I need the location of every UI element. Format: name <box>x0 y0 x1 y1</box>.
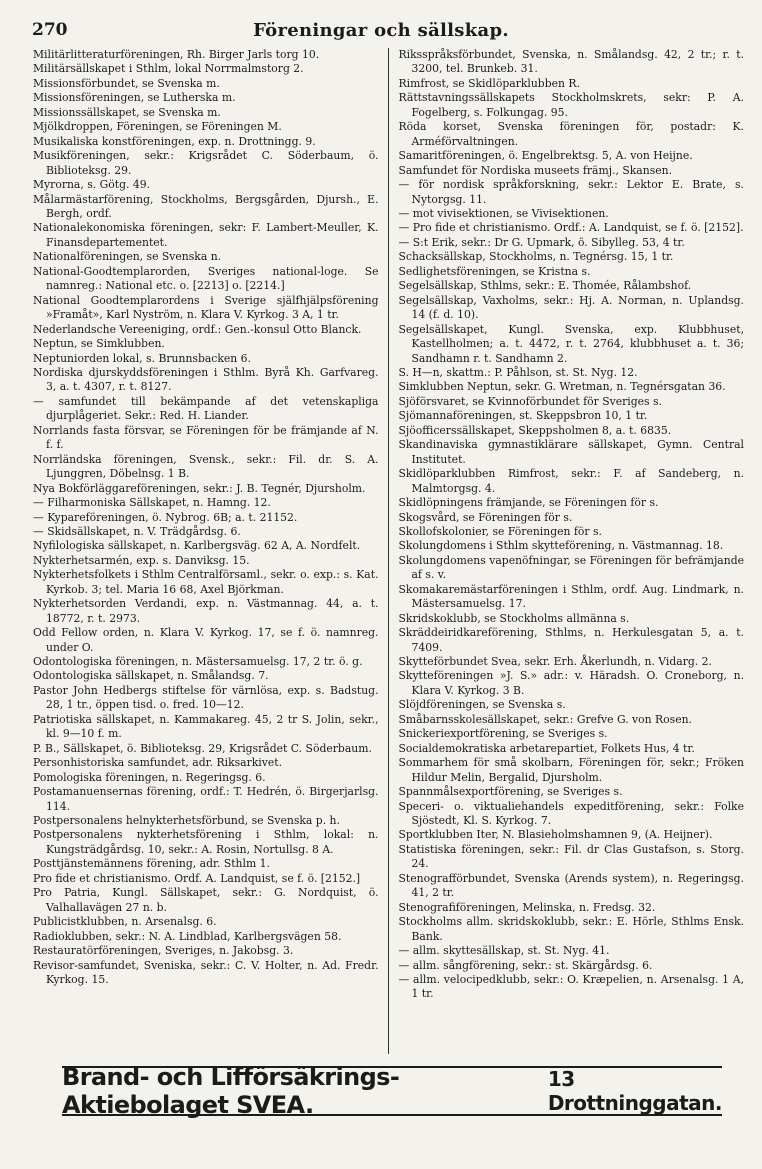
directory-entry: Snickeriexportförening, se Sveriges s. <box>398 727 608 741</box>
directory-entry: — allm. sångförening, sekr.: st. Skärgårdsg. 6. <box>398 958 653 972</box>
directory-entry: Radioklubben, sekr.: N. A. Lindblad, Karlbergsvägen 58. <box>33 929 342 943</box>
directory-entry: Pastor John Hedbergs stiftelse för värnlösa, exp. s. Badstug. 28, 1 tr., öppen tisd. o. fred. 10—12. <box>33 683 379 712</box>
directory-columns <box>33 48 744 1054</box>
directory-entry: National-Goodtemplarorden, Sveriges national-loge. Se namnreg.: National etc. o. [2213] o. [2214.] <box>33 264 379 293</box>
directory-entry: Pomologiska föreningen, n. Regeringsg. 6. <box>33 770 266 784</box>
directory-entry: Skräddeiridkareförening, Sthlms, n. Herkulesgatan 5, a. t. 7409. <box>398 626 744 654</box>
directory-entry: Skytteförbundet Svea, sekr. Erh. Åkerlundh, n. Vidarg. 2. <box>398 655 712 669</box>
page-number: 270 <box>32 20 68 40</box>
directory-entry: Skidlöpningens främjande, se Föreningen för s. <box>398 496 659 510</box>
directory-entry: Skomakaremästarföreningen i Sthlm, ordf. Aug. Lindmark, n. Mästersamuelsg. 17. <box>398 582 744 611</box>
directory-entry: Skogsvård, se Föreningen för s. <box>398 510 573 524</box>
directory-entry: Militärsällskapet i Sthlm, lokal Norrmalmstorg 2. <box>33 62 304 76</box>
directory-entry: Riksspråksförbundet, Svenska, n. Smålandsg. 42, 2 tr.; r. t. 3200, tel. Brunkeb. 31. <box>398 48 744 76</box>
directory-entry: Myrorna, s. Götg. 49. <box>33 178 151 192</box>
directory-entry: Småbarnsskolesällskapet, sekr.: Grefve G. von Rosen. <box>398 712 692 726</box>
directory-entry: Samaritföreningen, ö. Engelbrektsg. 5, A. von Heijne. <box>398 149 693 163</box>
directory-entry: Samfundet för Nordiska museets främj., Skansen. <box>398 163 673 177</box>
directory-entry: Simklubben Neptun, sekr. G. Wretman, n. Tegnérsgatan 36. <box>398 380 726 394</box>
left-column <box>33 48 388 1054</box>
directory-entry: Nederlandsche Vereeniging, ordf.: Gen.-konsul Otto Blanck. <box>33 322 362 336</box>
directory-entry: Skytteföreningen »J. S.» adr.: v. Häradsh. O. Croneborg, n. Klara V. Kyrkog. 3 B. <box>398 669 744 697</box>
directory-entry: Militärlitteraturföreningen, Rh. Birger Jarls torg 10. <box>33 48 320 61</box>
directory-entry: Revisor-samfundet, Sveniska, sekr.: C. V. Holter, n. Ad. Fredr. Kyrkog. 15. <box>33 958 379 986</box>
directory-entry: — Skidsällskapet, n. V. Trädgårdsg. 6. <box>33 524 241 538</box>
directory-entry: Pro Patria, Kungl. Sällskapet, sekr.: G. Nordquist, ö. Valhallavägen 27 n. b. <box>33 886 379 914</box>
directory-entry: Stenografiföreningen, Melinska, n. Fredsg. 32. <box>398 900 656 914</box>
directory-entry: Nykterhetsfolkets i Sthlm Centralförsaml., sekr. o. exp.: s. Kat. Kyrkob. 3; tel. Maria 16 68, Axel Björkman. <box>33 568 379 596</box>
directory-entry: Sedlighetsföreningen, se Kristna s. <box>398 264 591 278</box>
directory-entry: — S:t Erik, sekr.: Dr G. Upmark, ö. Sibylleg. 53, 4 tr. <box>398 235 685 249</box>
directory-entry: — Filharmoniska Sällskapet, n. Hamng. 12. <box>33 496 271 510</box>
directory-entry: Neptun, se Simklubben. <box>33 337 165 351</box>
banner-address: 13 Drottninggatan. <box>547 1067 722 1115</box>
page-header: Föreningar och sällskap. <box>253 20 509 41</box>
directory-entry: Sjöförsvaret, se Kvinnoförbundet för Sveriges s. <box>398 394 663 408</box>
directory-entry: Odontologiska sällskapet, n. Smålandsg. 7. <box>33 669 269 683</box>
directory-entry: Rättstavningssällskapets Stockholmskrets, sekr: P. A. Fogelberg, s. Folkungag. 95. <box>398 91 744 119</box>
directory-entry: Speceri- o. viktualiehandels expeditförening, sekr.: Folke Sjöstedt, Kl. S. Kyrkog. 7. <box>398 799 744 828</box>
directory-entry: S. H—n, skattm.: P. Påhlson, st. St. Nyg. 12. <box>398 365 638 379</box>
directory-entry: — mot vivisektionen, se Vivisektionen. <box>398 206 609 220</box>
directory-entry: Sportklubben Iter, N. Blasieholmshamnen 9, (A. Heijner). <box>398 828 713 842</box>
directory-entry: Skolungdomens i Sthlm skytteförening, n. Västmannag. 18. <box>398 539 724 553</box>
directory-entry: Schacksällskap, Stockholms, n. Tegnérsg. 15, 1 tr. <box>398 250 674 264</box>
directory-entry: Publicistklubben, n. Arsenalsg. 6. <box>33 915 217 929</box>
directory-entry: Spannmålsexportförening, se Sveriges s. <box>398 785 623 799</box>
directory-entry: Missionssällskapet, se Svenska m. <box>33 105 221 119</box>
directory-entry: Nya Bokförläggareföreningen, sekr.: J. B. Tegnér, Djursholm. <box>33 481 366 495</box>
directory-entry: Sjömannaföreningen, st. Skeppsbron 10, 1 tr. <box>398 409 648 423</box>
directory-entry: Nyfilologiska sällskapet, n. Karlbergsväg. 62 A, A. Nordfelt. <box>33 539 361 553</box>
directory-entry: Pro fide et christianismo. Ordf. A. Landquist, se f. ö. [2152.] <box>33 871 361 885</box>
directory-entry: Målarmästarförening, Stockholms, Bergsgården, Djursh., E. Bergh, ordf. <box>33 192 379 220</box>
directory-entry: Skridskoklubb, se Stockholms allmänna s. <box>398 611 630 625</box>
directory-entry: Norrländska föreningen, Svensk., sekr.: Fil. dr. S. A. Ljunggren, Döbelnsg. 1 B. <box>33 452 379 481</box>
banner-company: Brand- och Lifförsäkrings-Aktiebolaget SVEA. <box>62 1063 400 1119</box>
directory-entry: Sjöofficerssällskapet, Skeppsholmen 8, a. t. 6835. <box>398 423 672 437</box>
directory-entry: — allm. skyttesällskap, st. St. Nyg. 41. <box>398 944 610 958</box>
directory-entry: Odontologiska föreningen, n. Mästersamuelsg. 17, 2 tr. ö. g. <box>33 655 363 669</box>
directory-entry: Patriotiska sällskapet, n. Kammakareg. 45, 2 tr S. Jolin, sekr., kl. 9—10 f. m. <box>33 712 379 741</box>
directory-entry: Posttjänstemännens förening, adr. Sthlm 1. <box>33 857 270 871</box>
directory-entry: Statistiska föreningen, sekr.: Fil. dr Clas Gustafson, s. Storg. 24. <box>398 842 744 871</box>
directory-entry: Segelsällskap, Sthlms, sekr.: E. Thomée, Rålambshof. <box>398 279 692 293</box>
directory-entry: Nordiska djurskyddsföreningen i Sthlm. Byrå Kh. Garfvareg. 3, a. t. 4307, r. t. 8127. <box>33 365 379 394</box>
directory-entry: Postpersonalens helnykterhetsförbund, se Svenska p. h. <box>33 814 340 828</box>
directory-entry: Norrlands fasta försvar, se Föreningen för be främjande af N. f. f. <box>33 423 379 452</box>
advertisement-banner <box>62 1063 722 1119</box>
directory-entry: — samfundet till bekämpande af det vetenskapliga djurplågeriet. Sekr.: Red. H. Liander. <box>33 394 379 423</box>
directory-entry: — Kypareföreningen, ö. Nybrog. 6B; a. t. 21152. <box>33 510 298 524</box>
directory-entry: Mjölkdroppen, Föreningen, se Föreningen M. <box>33 120 282 134</box>
directory-entry: P. B., Sällskapet, ö. Biblioteksg. 29, Krigsrådet C. Söderbaum. <box>33 741 372 755</box>
directory-entry: Musikföreningen, sekr.: Krigsrådet C. Söderbaum, ö. Biblioteksg. 29. <box>33 149 379 177</box>
directory-entry: Socialdemokratiska arbetarepartiet, Folkets Hus, 4 tr. <box>398 741 695 755</box>
directory-entry: Skolungdomens vapenöfningar, se Föreningen för befrämjande af s. v. <box>398 553 744 582</box>
directory-entry: — Pro fide et christianismo. Ordf.: A. Landquist, se f. ö. [2152]. <box>398 221 744 235</box>
directory-entry: Segelsällskapet, Kungl. Svenska, exp. Klubbhuset, Kastellholmen; a. t. 4472, r. t. 2764, klubbhuset a. t. 36; Sandhamn r. t. Sandhamn 2. <box>398 322 744 365</box>
directory-entry: Skandinaviska gymnastiklärare sällskapet, Gymn. Central Institutet. <box>398 438 744 466</box>
directory-entry: Restauratörföreningen, Sveriges, n. Jakobsg. 3. <box>33 944 294 958</box>
directory-entry: Odd Fellow orden, n. Klara V. Kyrkog. 17, se f. ö. namnreg. under O. <box>33 626 379 654</box>
directory-entry: Missionsförbundet, se Svenska m. <box>33 76 220 90</box>
directory-entry: Nykterhetsorden Verdandi, exp. n. Västmannag. 44, a. t. 18772, r. t. 2973. <box>33 597 379 625</box>
directory-entry: Slöjdföreningen, se Svenska s. <box>398 698 566 712</box>
directory-entry: Skidlöparklubben Rimfrost, sekr.: F. af Sandeberg, n. Malmtorgsg. 4. <box>398 467 744 495</box>
directory-entry: — allm. velocipedklubb, sekr.: O. Kræpelien, n. Arsenalsg. 1 A, 1 tr. <box>398 973 744 1001</box>
directory-entry: Skollofskolonier, se Föreningen för s. <box>398 524 602 538</box>
directory-entry: Musikaliska konstföreningen, exp. n. Drottningg. 9. <box>33 134 316 148</box>
directory-entry: Postpersonalens nykterhetsförening i Sthlm, lokal: n. Kungsträdgårdsg. 10, sekr.: A. Rosin, Nortullsg. 8 A. <box>33 828 379 856</box>
directory-entry: Nationalföreningen, se Svenska n. <box>33 250 222 264</box>
directory-entry: Segelsällskap, Vaxholms, sekr.: Hj. A. Norman, n. Uplandsg. 14 (f. d. 10). <box>398 293 744 322</box>
directory-entry: Postamanuensernas förening, ordf.: T. Hedrén, ö. Birgerjarlsg. 114. <box>33 785 379 813</box>
directory-entry: Stockholms allm. skridskoklubb, sekr.: E. Hörle, Sthlms Ensk. Bank. <box>398 915 744 943</box>
directory-entry: Personhistoriska samfundet, adr. Riksarkivet. <box>33 756 283 770</box>
directory-entry: Neptuniorden lokal, s. Brunnsbacken 6. <box>33 351 251 365</box>
directory-entry: Röda korset, Svenska föreningen för, postadr: K. Arméförvaltningen. <box>398 120 744 148</box>
directory-entry: Rimfrost, se Skidlöparklubben R. <box>398 76 580 90</box>
directory-entry: Stenografförbundet, Svenska (Arends system), n. Regeringsg. 41, 2 tr. <box>398 871 744 900</box>
directory-entry: — för nordisk språkforskning, sekr.: Lektor E. Brate, s. Nytorgsg. 11. <box>398 178 744 206</box>
directory-entry: Missionsföreningen, se Lutherska m. <box>33 91 236 105</box>
directory-entry: Nykterhetsarmén, exp. s. Danviksg. 15. <box>33 553 250 567</box>
directory-entry: National Goodtemplarordens i Sverige själfhjälpsförening »Framåt», Karl Nyström, n. Klara V. Kyrkog. 3 A, 1 tr. <box>33 293 379 322</box>
right-column <box>389 48 745 1054</box>
directory-entry: Sommarhem för små skolbarn, Föreningen för, sekr.; Fröken Hildur Melin, Bergalid, Djursholm. <box>398 756 744 784</box>
directory-entry: Nationalekonomiska föreningen, sekr: F. Lambert-Meuller, K. Finansdepartementet. <box>33 221 379 249</box>
